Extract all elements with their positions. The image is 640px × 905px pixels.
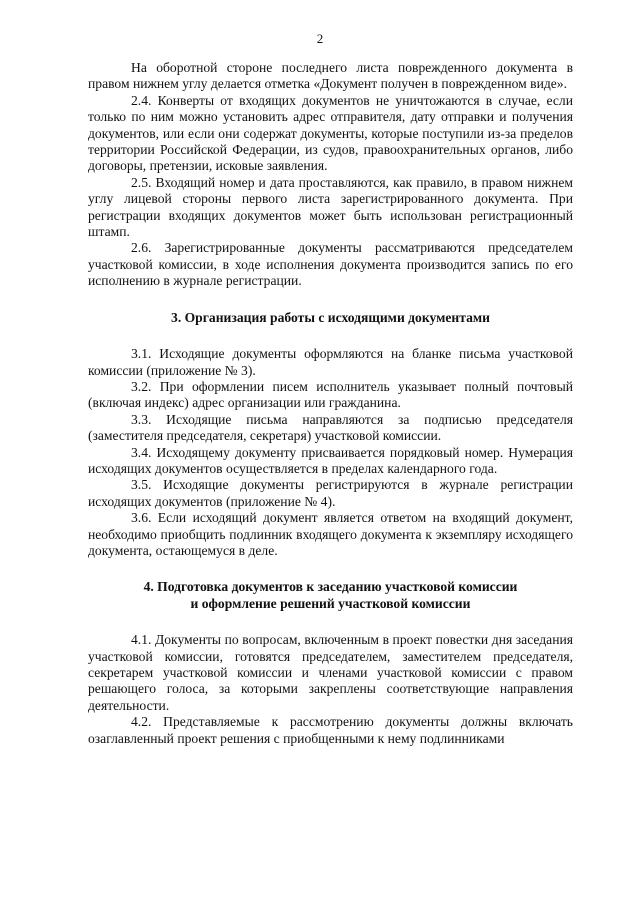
paragraph-3-5: 3.5. Исходящие документы регистрируются в журнале регистрации исходящих документов (приложение № 4).: [88, 477, 573, 509]
paragraph-3-3: 3.3. Исходящие письма направляются за подписью председателя (заместителя председателя, секретаря) участковой комиссии.: [88, 411, 573, 444]
section-2-continued: [88, 60, 573, 290]
paragraph-4-1: 4.1. Документы по вопросам, включенным в проект повестки дня заседания участковой комиссии, готовятся председателем, заместителем председателя, секретарем участковой комиссии и членами участковой комиссии с правом решающего голоса, за которыми закреплены соответствующие направления деятельности.: [88, 632, 573, 713]
section-4-heading-line-1: 4. Подготовка документов к заседанию участковой комиссии: [143, 579, 518, 595]
section-4-heading-line-2: и оформление решений участковой комиссии: [190, 595, 471, 611]
paragraph-3-2: 3.2. При оформлении писем исполнитель указывает полный почтовый (включая индекс) адрес организации или гражданина.: [88, 378, 573, 411]
section-4: [88, 579, 573, 747]
paragraph-3-4: 3.4. Исходящему документу присваивается порядковый номер. Нумерация исходящих документов осуществляется в пределах календарного года.: [88, 444, 573, 476]
paragraph-2-5: 2.5. Входящий номер и дата проставляются, как правило, в правом нижнем углу лицевой стороны первого листа зарегистрированного документа. При регистрации входящих документов может быть использован регистрационный штамп.: [88, 174, 573, 240]
paragraph-2-4: 2.4. Конверты от входящих документов не уничтожаются в случае, если только по ним можно установить адрес отправителя, дату отправки и получения документов, или если они содержат документы, которые поступили из-за пределов территории Российской Федерации, из судов, правоохранительных органов, либо договоры, претензии, исковые заявления.: [88, 92, 573, 174]
document-body: [88, 60, 573, 747]
paragraph-4-2: 4.2. Представляемые к рассмотрению документы должны включать озаглавленный проект решения с приобщенными к нему подлинниками: [88, 714, 573, 746]
section-3: [88, 310, 573, 560]
paragraph-damaged-document-mark: На оборотной стороне последнего листа поврежденного документа в правом нижнем углу делается отметка «Документ получен в поврежденном виде».: [88, 60, 573, 92]
section-4-heading: [88, 579, 573, 612]
paragraph-3-6: 3.6. Если исходящий документ является ответом на входящий документ, необходимо приобщить подлинник входящего документа к экземпляру исходящего документа, остающемуся в деле.: [88, 510, 573, 558]
paragraph-2-6: 2.6. Зарегистрированные документы рассматриваются председателем участковой комиссии, в ходе исполнения документа производится запись по его исполнению в журнале регистрации.: [88, 240, 573, 289]
page-number: 2: [316, 31, 324, 46]
section-3-heading-line-1: 3. Организация работы с исходящими документами: [171, 309, 490, 325]
section-3-heading: [88, 310, 573, 326]
paragraph-3-1: 3.1. Исходящие документы оформляются на бланке письма участковой комиссии (приложение № 3).: [88, 346, 573, 378]
